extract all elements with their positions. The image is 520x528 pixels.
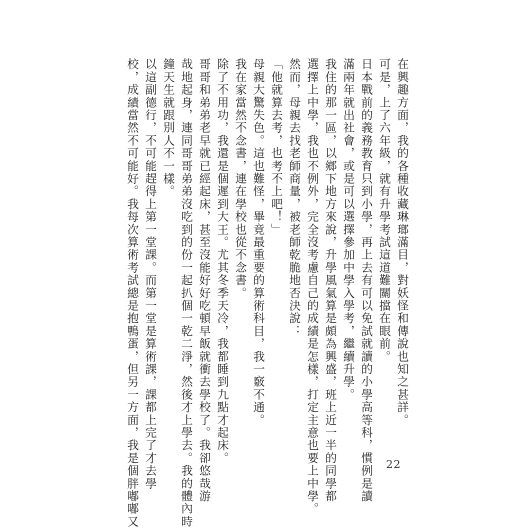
text-column: 選擇上中學，我也不例外，完全沒考慮自己的成績是怎樣，打定主意也要上中學。 <box>306 58 320 516</box>
text-column: 滿兩年就出社會，或是可以選擇參加中學入學考，繼續升學。 <box>342 58 356 401</box>
text-column: 哥哥和弟弟老早就已經起床，甚至沒能好好吃頓早飯就衝去學校了。我卻悠哉游 <box>198 58 212 503</box>
text-column: 日本戰前的義務教育只到小學，再上去有可以免試就讀的小學高等科，慣例是讀 <box>360 58 374 503</box>
text-column: 我住的那一區，以鄉下地方來說，升學風氣算是頗為興盛，班上近一半的同學都 <box>324 58 338 503</box>
text-column: 以這副德行，不可能趕得上第一堂課。而第一堂是算術課，課都上完了才去學 <box>144 58 158 490</box>
text-column: 哉地起身，連同哥哥弟弟沒吃到的份一起扒個一乾二淨，然後才上學去。我的體內時 <box>180 58 194 528</box>
text-column: 我在家當然不念書，連在學校也從不念書。 <box>234 58 248 300</box>
text-column: 除了不用功，我還是個遲到大王。尤其冬季天冷，我都睡到九點才起床。 <box>216 58 230 465</box>
text-column: 在興趣方面，我的各種收藏琳瑯滿目，對妖怪和傳說也知之甚詳。 <box>396 58 410 427</box>
text-column: 可是，上了六年級，就有升學考試這道難關擋在眼前。 <box>378 58 392 363</box>
text-column: 鐘天生就跟別人不一樣。 <box>162 58 176 198</box>
page-number: 22 <box>386 458 401 471</box>
text-column: 母親大驚失色。這也難怪，畢竟最重要的算術科目，我一竅不通。 <box>252 58 266 427</box>
text-column: 校，成績當然不可能好。我每次算術考試總是抱鴨蛋，但另一方面，我是個胖嘟嘟又 <box>126 58 140 528</box>
text-column: 然而，母親去找老師商量，被老師乾脆地否決說： <box>288 58 302 338</box>
text-column: 「他就算去考，也考不上吧！」 <box>270 58 284 236</box>
